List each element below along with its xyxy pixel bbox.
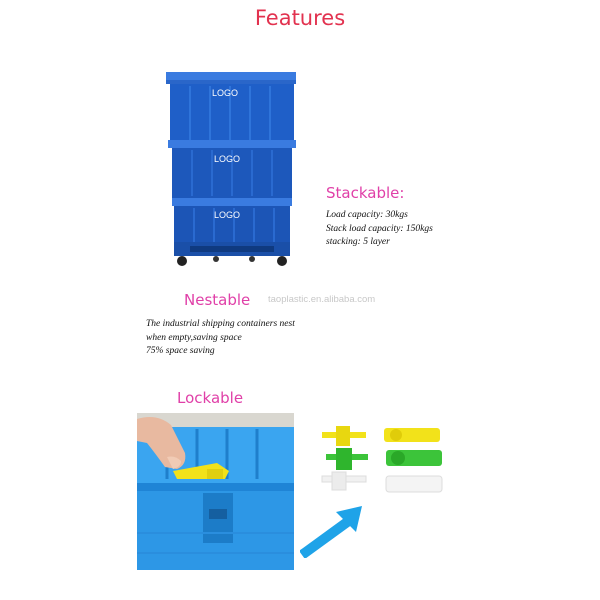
stackable-spec-line: stacking: 5 layer	[326, 237, 390, 247]
stackable-spec-line: Stack load capacity: 150kgs	[326, 223, 433, 234]
nestable-description	[146, 318, 295, 359]
lockable-title: Lockable	[177, 389, 244, 407]
stackable-spec-line: Load capacity: 30kgs	[326, 210, 408, 220]
stackable-title: Stackable:	[326, 184, 405, 202]
crate-logo-2: LOGO	[214, 154, 241, 164]
crate-logo-3: LOGO	[214, 210, 241, 220]
watermark-text: taoplastic.en.alibaba.com	[268, 294, 376, 305]
stackable-specs	[326, 209, 433, 250]
nestable-line: when empty,saving space	[146, 332, 242, 343]
nestable-line: The industrial shipping containers nest	[146, 319, 295, 329]
page-title: Features	[254, 6, 346, 30]
nestable-line: 75% space saving	[146, 346, 215, 356]
stacked-crates-image	[160, 66, 305, 276]
crate-logo-1: LOGO	[212, 88, 239, 98]
arrow-icon	[300, 498, 380, 558]
nestable-title: Nestable	[184, 291, 251, 309]
security-seals-image	[316, 420, 446, 500]
lock-seal-photo	[137, 413, 294, 570]
